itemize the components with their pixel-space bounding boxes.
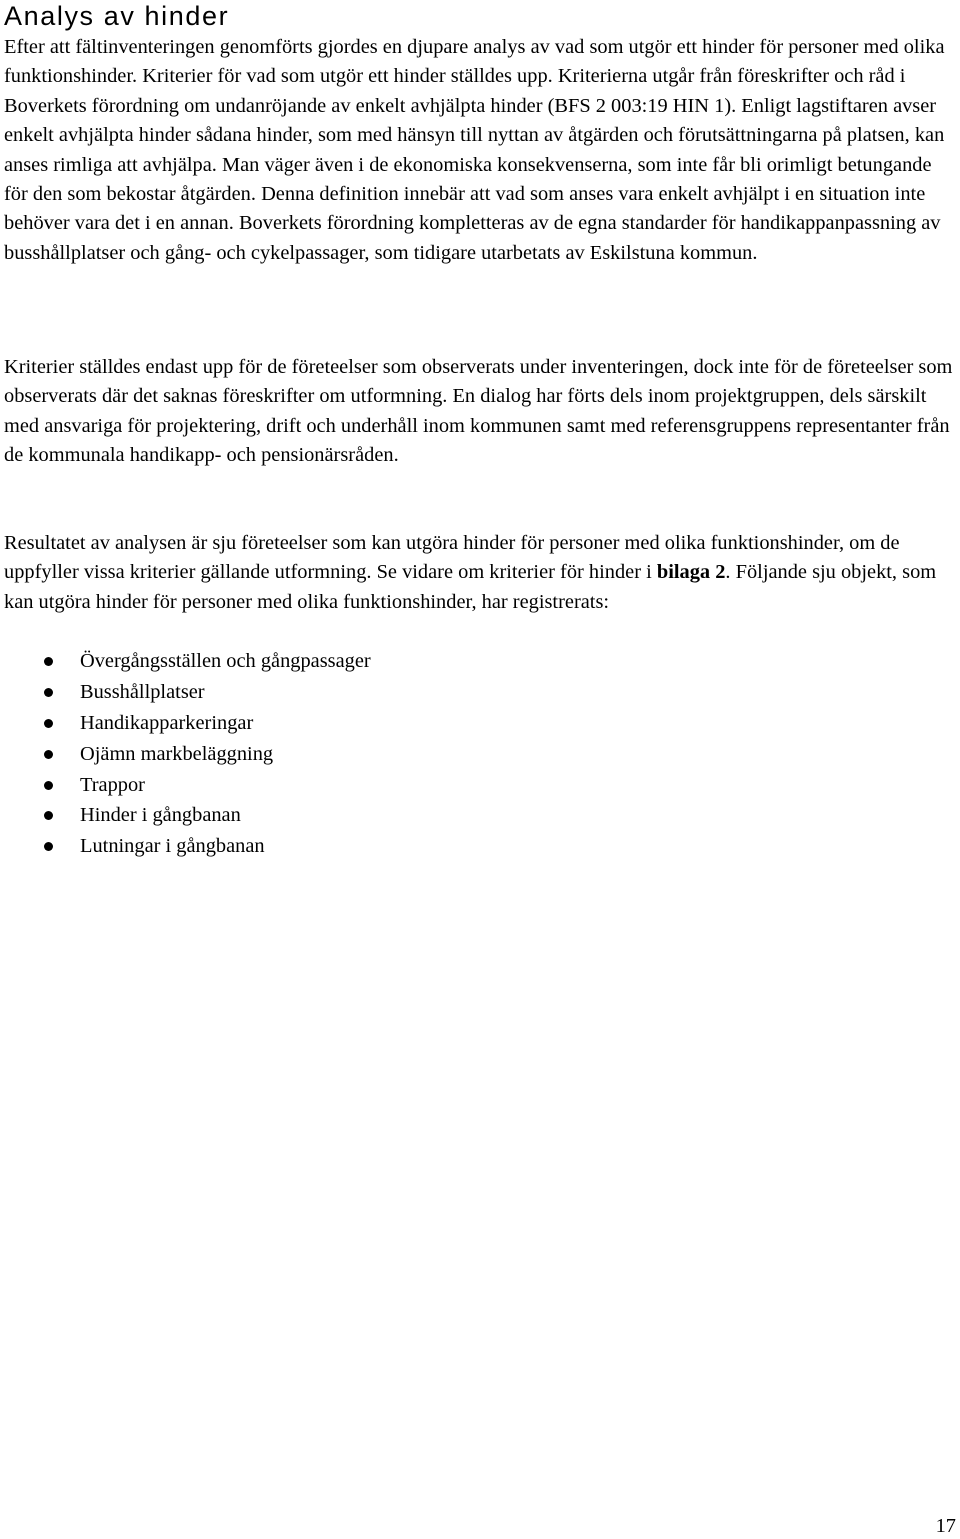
appendix-reference: bilaga 2 (656, 561, 726, 584)
bullet-icon (44, 750, 53, 759)
paragraph-criteria-scope: Kriterier ställdes endast upp för de företeelser som observerats under inventeringen, dock inte för de företeelser som observerats där det saknas föreskrifter om utformning. En dialog har förts dels inom projektgruppen, dels särskilt med ansvariga för projektering, drift och underhåll inom kommunen samt med referensgruppens representanter från de kommunala handikapp- och pensionärsråden. (4, 356, 953, 467)
list-item (0, 739, 371, 770)
bullet-icon (44, 688, 53, 697)
bullet-icon (44, 719, 53, 728)
list-item-text: Lutningar i gångbanan (80, 835, 265, 858)
list-item (0, 646, 371, 677)
bullet-icon (44, 842, 53, 851)
list-item-text: Ojämn markbeläggning (80, 742, 274, 765)
bullet-icon (44, 811, 53, 820)
paragraph-analysis-result (4, 529, 956, 617)
list-item-text: Busshållplatser (80, 680, 205, 703)
result-text-start: Resultatet av analysen är sju företeelser som kan utgöra hinder för personer med olika funktionshinder, om de uppfyller vissa kriterier gällande utformning. Se vidare om kriterier för hinder i (4, 532, 900, 584)
list-item (0, 770, 371, 801)
paragraph-criteria-intro: Efter att fältinventeringen genomförts gjordes en djupare analys av vad som utgör ett hinder för personer med olika funktionshinder. Kriterier för vad som utgör ett hinder ställdes upp. Kriterierna utgår från föreskrifter och råd i Boverkets förordning om undanröjande av enkelt avhjälpta hinder (BFS 2 003:19 HIN 1). Enligt lagstiftaren avser enkelt avhjälpta hinder sådana hinder, som med hänsyn till nyttan av åtgärden och förutsättningarna på platsen, kan anses rimliga att avhjälpa. Man väger även i de ekonomiska konsekvenserna, som inte får bli orimligt betungande för den som bekostar åtgärden. Denna definition innebär att vad som anses vara enkelt avhjälpt i en situation inte behöver vara det i en annan. Boverkets förordning kompletteras av de egna standarder för handikappanpassning av busshållplatser och gång- och cykelpassager, som tidigare utarbetats av Eskilstuna kommun. (4, 36, 945, 264)
bullet-icon (44, 657, 53, 666)
bullet-icon (44, 781, 53, 790)
list-item-text: Övergångsställen och gångpassager (80, 650, 371, 672)
list-item (0, 677, 371, 708)
list-item (0, 831, 371, 862)
page-number: 17 (935, 1515, 956, 1537)
section-heading: Analys av hinder (4, 1, 230, 31)
list-item-text: Handikapparkeringar (80, 711, 254, 734)
list-item (0, 708, 371, 739)
list-item (0, 800, 371, 831)
result-text-end: . Följande sju objekt, som kan utgöra hinder för personer med olika funktionshinder, har registrerats: (4, 561, 937, 613)
list-item-text: Trappor (80, 773, 145, 796)
list-item-text: Hinder i gångbanan (80, 804, 241, 827)
obstacle-list (0, 646, 371, 862)
